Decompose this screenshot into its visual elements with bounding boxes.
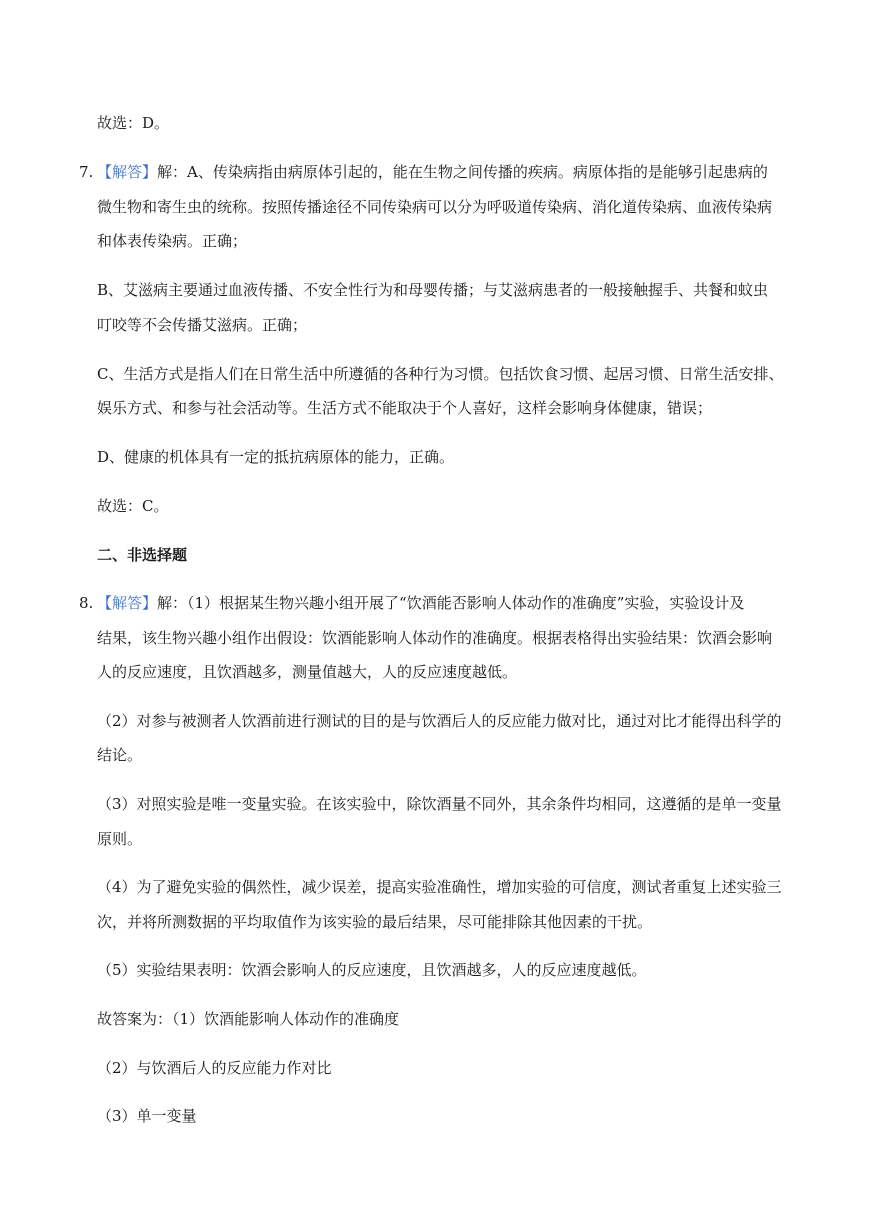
- q7-number: 7.: [79, 163, 94, 181]
- q8-p5-line: （5）实验结果表明：饮酒会影响人的反应速度，且饮酒越多，人的反应速度越低。: [97, 961, 647, 979]
- q8-answer-intro: 故答案为：（1）饮酒能影响人体动作的准确度: [97, 1010, 400, 1028]
- answer-label: 【解答】: [97, 163, 158, 181]
- q8-p3-line-1: （3）对照实验是唯一变量实验。在该实验中，除饮酒量不同外，其余条件均相同，这遵循的是单一变量: [97, 795, 782, 813]
- q8-p2-line-2: 结论。: [97, 746, 143, 764]
- q7-c-line-1: C、生活方式是指人们在日常生活中所遵循的各种行为习惯。包括饮食习惯、起居习惯、日常生活安排、: [97, 365, 784, 383]
- q8-line-1: 【解答】解：（1）根据某生物兴趣小组开展了“饮酒能否影响人体动作的准确度”实验，实验设计及: [97, 594, 745, 612]
- q7-b-line-1: B、艾滋病主要通过血液传播、不安全性行为和母婴传播；与艾滋病患者的一般接触握手、共餐和蚊虫: [97, 281, 769, 299]
- q7-end: 故选：C。: [97, 497, 169, 515]
- q6-end: 故选：D。: [97, 114, 170, 132]
- q8-line-3: 人的反应速度，且饮酒越多，测量值越大，人的反应速度越低。: [97, 663, 518, 681]
- q7-line-1: 【解答】解：A、传染病指由病原体引起的，能在生物之间传播的疾病。病原体指的是能够引起患病的: [97, 163, 768, 181]
- q8-answer-3: （3）单一变量: [97, 1107, 197, 1125]
- q7-line-2: 微生物和寄生虫的统称。按照传播途径不同传染病可以分为呼吸道传染病、消化道传染病、血液传染病: [97, 198, 773, 216]
- q7-b-line-2: 叮咬等不会传播艾滋病。正确；: [97, 316, 308, 334]
- q8-p2-line-1: （2）对参与被测者人饮酒前进行测试的目的是与饮酒后人的反应能力做对比，通过对比才能得出科学的: [97, 712, 782, 730]
- q8-line-2: 结果，该生物兴趣小组作出假设：饮酒能影响人体动作的准确度。根据表格得出实验结果：饮酒会影响: [97, 629, 773, 647]
- q8-p4-line-1: （4）为了避免实验的偶然性，减少误差，提高实验准确性，增加实验的可信度，测试者重复上述实验三: [97, 878, 782, 896]
- q7-d-line: D、健康的机体具有一定的抵抗病原体的能力，正确。: [97, 448, 455, 466]
- answer-label: 【解答】: [97, 594, 158, 612]
- q7-c-line-2: 娱乐方式、和参与社会活动等。生活方式不能取决于个人喜好，这样会影响身体健康，错误；: [97, 399, 713, 417]
- section-2-title: 二、非选择题: [97, 546, 188, 564]
- q7-line-3: 和体表传染病。正确；: [97, 232, 248, 250]
- q8-answer-2: （2）与饮酒后人的反应能力作对比: [97, 1059, 332, 1077]
- q8-p4-line-2: 次，并将所测数据的平均取值作为该实验的最后结果，尽可能排除其他因素的干扰。: [97, 913, 653, 931]
- q8-number: 8.: [79, 594, 94, 612]
- q8-p3-line-2: 原则。: [97, 830, 143, 848]
